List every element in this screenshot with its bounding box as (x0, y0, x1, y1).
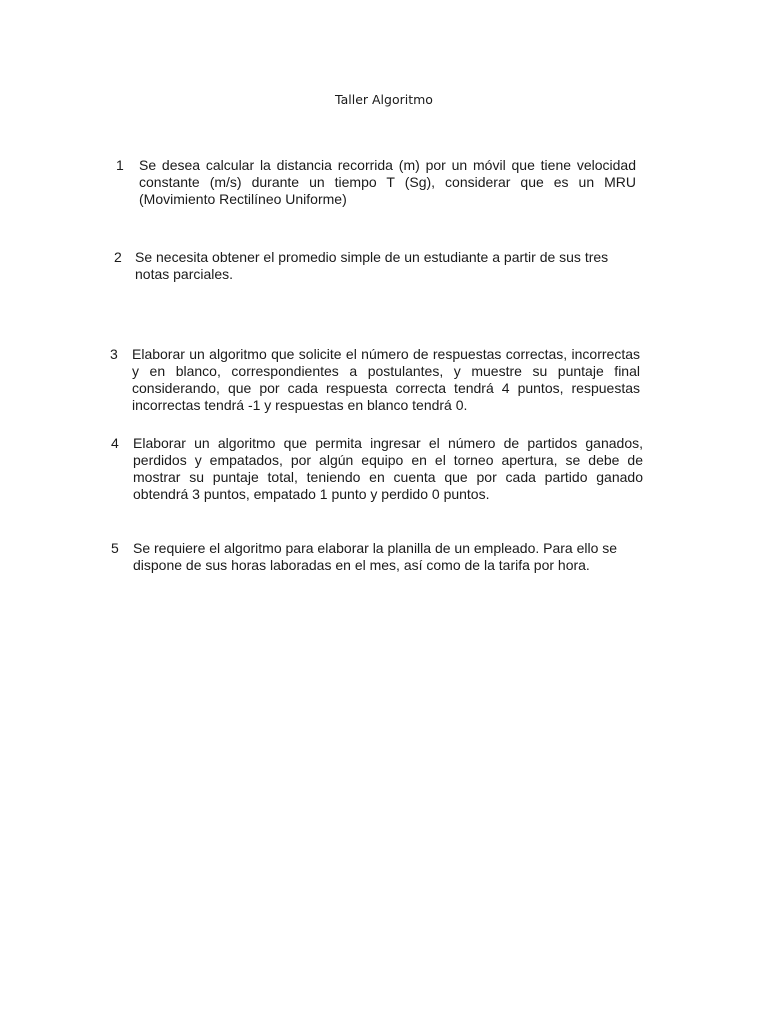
exercise-number: 2 (114, 249, 122, 265)
exercise-text: Se desea calcular la distancia recorrida (m) por un móvil que tiene velocidad constante (m/s) durante un tiempo T (Sg), considerar que es un MRU (Movimiento Rectilíneo Uniforme) (139, 157, 636, 207)
exercise-text: Se necesita obtener el promedio simple de un estudiante a partir de sus tres notas parciales. (135, 249, 609, 282)
exercise-text: Se requiere el algoritmo para elaborar la planilla de un empleado. Para ello se dispone de sus horas laboradas en el mes, así como de la tarifa por hora. (133, 540, 618, 573)
exercise-number: 1 (116, 157, 124, 173)
exercise-number: 4 (111, 435, 119, 451)
exercise-text: Elaborar un algoritmo que permita ingresar el número de partidos ganados, perdidos y empatados, por algún equipo en el torneo apertura, se debe de mostrar su puntaje total, teniendo en cuenta que por cada partido ganado obtendrá 3 puntos, empatado 1 punto y perdido 0 puntos. (133, 435, 643, 502)
document-title: Taller Algoritmo (335, 92, 433, 107)
exercise-number: 3 (110, 346, 118, 362)
exercise-text: Elaborar un algoritmo que solicite el número de respuestas correctas, incorrectas y en blanco, correspondientes a postulantes, y muestre su puntaje final considerando, que por cada respuesta correcta tendrá 4 puntos, respuestas incorrectas tendrá -1 y respuestas en blanco tendrá 0. (132, 346, 640, 413)
exercise-number: 5 (111, 540, 119, 556)
